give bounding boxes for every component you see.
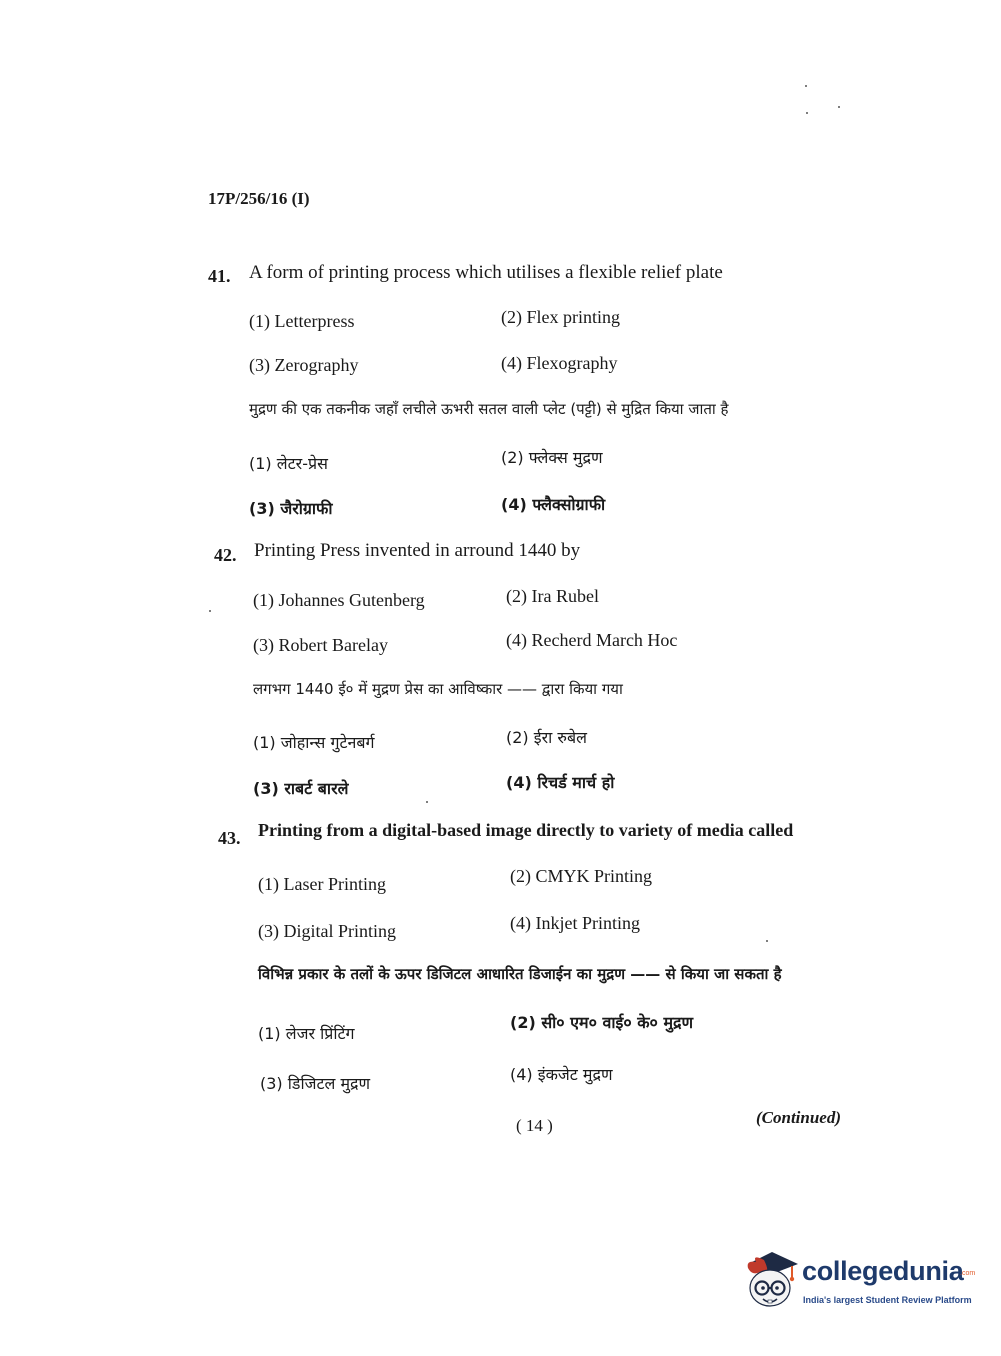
question-43-hindi-option-1: (1) लेजर प्रिंटिंग [258,1024,355,1043]
question-42-hindi-option-3: (3) राबर्ट बारले [253,779,349,798]
question-43-option-4: (4) Inkjet Printing [510,913,640,933]
paper-code: 17P/256/16 (I) [208,189,310,208]
question-42-number: 42. [214,545,237,565]
collegedunia-wordmark: collegedunia [802,1256,964,1286]
question-41-option-2: (2) Flex printing [501,307,620,327]
question-43-option-3: (3) Digital Printing [258,921,396,941]
collegedunia-mascot-icon [742,1250,800,1312]
collegedunia-tagline: India's largest Student Review Platform [803,1295,972,1305]
question-43-hindi-text: विभिन्न प्रकार के तलों के ऊपर डिजिटल आधारित डिजाईन का मुद्रण —— से किया जा सकता है [258,965,782,983]
question-42-hindi-option-2: (2) ईरा रुबेल [506,728,587,747]
question-42-option-3: (3) Robert Barelay [253,635,388,655]
question-41-option-3: (3) Zerography [249,355,359,375]
question-42-hindi-option-1: (1) जोहान्स गुटेनबर्ग [253,733,375,752]
question-42-hindi-option-4: (4) रिचर्ड मार्च हो [506,773,615,792]
question-43-hindi-option-4: (4) इंकजेट मुद्रण [510,1065,613,1084]
scan-speck [426,801,428,803]
question-41-hindi-option-2: (2) फ्लेक्स मुद्रण [501,448,603,467]
question-41-hindi-option-1: (1) लेटर-प्रेस [249,454,328,473]
question-43-hindi-option-2: (2) सी० एम० वाई० के० मुद्रण [510,1013,694,1032]
question-42-option-2: (2) Ira Rubel [506,586,599,606]
question-43-option-1: (1) Laser Printing [258,874,386,894]
scan-speck [806,112,808,114]
page-number: ( 14 ) [516,1116,553,1135]
question-41-option-4: (4) Flexography [501,353,618,373]
question-41-option-1: (1) Letterpress [249,311,355,331]
question-42-hindi-text: लगभग 1440 ई० में मुद्रण प्रेस का आविष्कार —— द्वारा किया गया [253,680,623,698]
question-41-hindi-text: मुद्रण की एक तकनीक जहाँ लचीले ऊभरी सतल वाली प्लेट (पट्टी) से मुद्रित किया जाता है [249,400,729,418]
question-43-number: 43. [218,828,241,848]
scan-speck [805,85,807,87]
collegedunia-watermark[interactable] [742,1250,976,1312]
collegedunia-dot-com: .com [960,1270,976,1277]
question-42-text: Printing Press invented in arround 1440 by [254,540,581,561]
question-41-number: 41. [208,266,231,286]
scan-speck [766,940,768,942]
question-42-option-1: (1) Johannes Gutenberg [253,590,425,610]
question-43-hindi-option-3: (3) डिजिटल मुद्रण [260,1074,371,1093]
question-43-text: Printing from a digital-based image directly to variety of media called [258,820,794,840]
question-41-text: A form of printing process which utilises a flexible relief plate [249,262,723,283]
question-42-option-4: (4) Recherd March Hoc [506,630,678,650]
continued-label: (Continued) [756,1108,842,1127]
question-41-hindi-option-4: (4) फ्लैक्सोग्राफी [501,495,606,514]
question-43-option-2: (2) CMYK Printing [510,866,653,886]
question-41-hindi-option-3: (3) जैरोग्राफी [249,499,333,518]
scan-speck [209,610,211,612]
scan-speck [838,106,840,108]
